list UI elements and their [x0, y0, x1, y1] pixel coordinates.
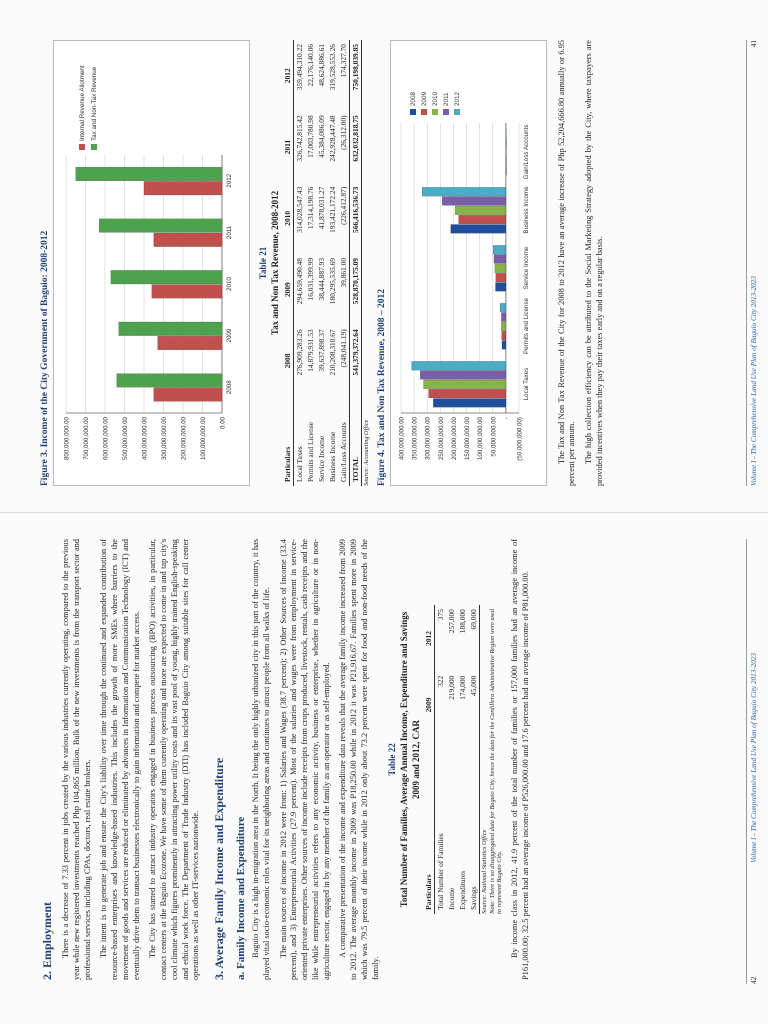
y-tick-label: 700,000,000.00 [83, 417, 90, 461]
page-number: 42 [750, 976, 758, 984]
page-41-footer [746, 40, 758, 486]
bar [76, 167, 222, 181]
bar [501, 331, 505, 340]
page-42 [0, 512, 768, 1024]
bar [458, 215, 505, 224]
page-42-footer [746, 539, 758, 984]
y-tick-label: 400,000,000.00 [398, 417, 406, 461]
page-number: 41 [750, 40, 758, 48]
table-row [294, 40, 306, 486]
table-cell: 566,416,536.73 [350, 183, 362, 254]
table-row [457, 605, 468, 914]
table-cell: 48,624,886.61 [317, 44, 326, 87]
table-cell: 38,444,887.93 [317, 257, 326, 301]
x-tick-label: 2008 [226, 380, 233, 395]
table-cell: 276,909,283.26 [295, 329, 304, 376]
tax-paragraph-1: The Tax and Non Tax Revenue of the City for 2008 to 2012 have an average increase of Php 52,204,666.80 annually or 6.95 percent per annum. [556, 40, 577, 486]
table-cell: 188,000 [458, 609, 468, 634]
table-cell: 257,000 [447, 609, 457, 634]
employment-paragraph-2: The intent is to generate job and ensure the City's liability over time through the continued and expanded contribution of resource-based enterprises and knowledge-based industries. This includes the growth of more SMEs where barriers to the movement of goods and services are reduced or eliminated by advances in Information and Communication Technology (ICT) and eventually drive them to transact businesses electronically to gain information and compete for market access. [99, 539, 141, 980]
table-cell: 219,000 [447, 675, 457, 700]
bar [152, 285, 222, 299]
y-tick-label: 100,000,000.00 [200, 417, 207, 461]
bar [505, 157, 506, 166]
table-cell: 174,327.70 [339, 44, 348, 78]
y-tick-label: 350,000,000.00 [411, 417, 419, 461]
table-total-row [350, 40, 362, 486]
bar [158, 336, 222, 350]
bar [495, 283, 505, 292]
table-cell: Savings [469, 886, 479, 910]
table-cell: 193,421,172.24 [328, 186, 337, 233]
y-tick-label: 600,000,000.00 [102, 417, 110, 461]
bar [505, 167, 506, 176]
table-cell: 41,878,031.27 [317, 186, 326, 230]
legend-label: 2010 [431, 91, 439, 106]
table-cell: 39,637,898.37 [317, 329, 326, 372]
y-tick-label: 400,000,000.00 [141, 417, 149, 461]
x-tick-label: Local Taxes [522, 367, 530, 401]
families-income-table [423, 605, 480, 914]
bar [411, 361, 505, 370]
table-cell: (226,412.87) [339, 186, 348, 225]
table-cell: 45,000 [469, 675, 479, 697]
employment-paragraph-3: The City has started to attract industry operators engaged in business process outsourcing (BPO) activities, in particular, contact centers at the Baguio Ecozone. We have some of them currently operating and more are expected to come in and tap city's cool climate which figures prominently in attracting power utility costs and its vast pool of young, highly trained English-speaking and ethical work force. The Department of Trade Industry (DTI) has included Baguio City among suitable sites for call center operations as well as other IT-services nationwide. [148, 539, 201, 980]
bar [450, 225, 505, 234]
legend-label: 2008 [409, 91, 417, 106]
table21-title: Tax and Non Tax Revenue, 2008-2012 [270, 190, 280, 336]
table-cell: 14,879,931.53 [306, 329, 315, 372]
table21-header: 2009 [282, 254, 294, 325]
y-tick-label: 0.00 [219, 417, 227, 430]
table-cell: (248,041.19) [339, 329, 348, 368]
table22-title: Total Number of Families, Average Annual Income, Expenditure and Savings [399, 611, 410, 908]
table-row [468, 605, 480, 914]
y-tick-label: 50,000,000.00 [489, 417, 497, 457]
table-cell: Permits and License [306, 422, 315, 482]
y-tick-label: 300,000,000.00 [424, 417, 432, 461]
bar [502, 341, 506, 350]
table-row [435, 605, 447, 914]
income-paragraph-4: By income class in 2012, 41.9 percent of the total number of families or 157,000 families had an average income of P161,000.00; 32.5 percent had an average income of P526,000.00 and 17.6 percent had an average income of P81,000.00. [509, 539, 530, 980]
table21-header: 2008 [282, 325, 294, 396]
x-tick-label: 2012 [226, 173, 233, 188]
table21-number: Table 21 [258, 246, 268, 280]
table-row [316, 40, 327, 486]
table-cell: 750,198,039.85 [350, 40, 362, 111]
y-tick-label: 100,000,000.00 [476, 417, 484, 461]
tax-revenue-table [282, 40, 362, 486]
footer-label: Volume I - The Comprehensive Land Use Plan of Baguio City 2013-2023 [750, 276, 758, 486]
y-tick-label: 200,000,000.00 [450, 417, 458, 461]
table-cell: (26,312.00) [339, 115, 348, 150]
income-chart-svg [54, 41, 244, 485]
table-cell: 45,384,086.09 [317, 115, 326, 158]
table-cell: 359,494,310.22 [295, 44, 304, 91]
bar [442, 197, 506, 206]
legend-label: 2009 [420, 91, 428, 106]
table-cell: 326,742,815.42 [295, 115, 304, 162]
legend-label: 2011 [442, 92, 450, 106]
table21-source: Source: Accounting Office [363, 419, 370, 486]
legend-swatch [410, 109, 416, 115]
employment-heading: 2. Employment [40, 902, 54, 980]
income-paragraph-1: Baguio City is a high in-migration area in the North. It being the only highly urbanized city in this part of the country, it has played vital socio-economic roles vital for its neighboring areas and continues to attract people from all walks of life. [251, 539, 271, 980]
table-cell: Local Taxes [295, 446, 304, 482]
bar [493, 245, 506, 254]
tax-paragraph-2: The high collection efficiency can be attributed to the Social Marketing Strategy adopted by the City, where taxpayers are provided incentives when they pay their taxes early and on a regular basis. [584, 40, 604, 486]
table22-number: Table 22 [387, 743, 398, 776]
table-cell: Expenditures [458, 870, 468, 910]
legend-label: 2012 [453, 91, 461, 106]
bar [154, 388, 222, 402]
table-cell: 180,295,535.69 [328, 257, 337, 305]
bar [494, 264, 505, 273]
table-cell: Gain/Loss Accounts [339, 422, 348, 482]
table-cell: 174,000 [458, 675, 468, 700]
legend-swatch [432, 109, 438, 115]
figure3-chart [53, 40, 250, 486]
x-tick-label: 2011 [226, 225, 233, 240]
legend-label: Tax and Non-Tax Revenue [91, 66, 98, 141]
bar [501, 313, 505, 322]
family-income-subheading: a. Family Income and Expenditure [235, 816, 247, 980]
y-tick-label: (50,000,000.00) [516, 417, 524, 461]
table-cell: 17,314,198.76 [306, 186, 315, 230]
bar [423, 380, 505, 389]
table-row [305, 40, 316, 486]
legend-swatch [443, 109, 449, 115]
table-cell: 69,000 [469, 609, 479, 630]
figure3-caption: Figure 3. Income of the City Government of Baguio: 2008-2012 [40, 230, 50, 486]
bar [505, 148, 506, 157]
bar [154, 233, 222, 247]
bar [505, 139, 506, 148]
bar [495, 273, 505, 282]
bar [501, 322, 506, 331]
table-cell: Total Number of Families [436, 833, 446, 910]
table22-header: Particulars [423, 738, 435, 914]
table-cell: 242,928,447.48 [328, 115, 337, 162]
legend-swatch [421, 109, 427, 115]
table-cell: 319,528,553.26 [328, 44, 337, 91]
bar [420, 371, 506, 380]
table21-header: Particulars [282, 397, 294, 486]
table-cell: 314,028,547.43 [295, 186, 304, 233]
table-cell: 294,659,490.48 [295, 257, 304, 305]
table-cell: 16,031,399.99 [306, 257, 315, 301]
bar [505, 129, 506, 138]
table-cell: TOTAL [350, 397, 362, 486]
bar [428, 389, 505, 398]
table-cell: 375 [436, 609, 446, 621]
table-cell: 22,176,140.06 [306, 44, 315, 87]
table-cell: 17,003,780.98 [306, 115, 315, 158]
table-cell: 541,379,372.64 [350, 325, 362, 396]
bar [117, 374, 222, 388]
y-tick-label: 300,000,000.00 [161, 417, 168, 461]
figure4-caption: Figure 4. Tax and Non Tax Revenue, 2008 – 2012 [376, 289, 387, 486]
table22-header: 2009 [423, 672, 435, 739]
table-row [327, 40, 338, 486]
bar [119, 322, 222, 336]
table22-subtitle: 2009 and 2012, CAR [411, 720, 422, 800]
table22-header: 2012 [423, 605, 435, 672]
y-tick-label: 250,000,000.00 [437, 417, 445, 461]
tax-revenue-chart-svg [391, 41, 541, 485]
figure4-chart [390, 40, 547, 486]
bar [99, 219, 222, 233]
x-tick-label: 2009 [226, 328, 233, 343]
table22-note: Note: There is no disaggregated data for Baguio City, hence the data for the Cordillera Administrative Region were used to represent Baguio City. [488, 609, 504, 914]
bar [111, 270, 222, 284]
legend-swatch [91, 144, 97, 150]
y-tick-label: 150,000,000.00 [463, 417, 471, 461]
table21-header: 2010 [282, 183, 294, 254]
table-cell: Service Income [317, 435, 326, 482]
table-row [338, 40, 350, 486]
table-row [446, 605, 457, 914]
bar [500, 303, 506, 312]
table22-source: Source: National Statistics Office [481, 829, 489, 914]
table-cell: Income [447, 887, 457, 910]
y-tick-label: - [502, 417, 510, 420]
bar [433, 399, 506, 408]
table-cell: 322 [436, 675, 446, 687]
employment-paragraph-1: There is a decrease of 7.33 percent in jobs created by the various industries currently operating, compared to the previous year while new registered investments reached Php 104,865 million. Bulk of the new investments is from the transport sector and professional services including CPAs, doctors, real estate brokers. [61, 539, 92, 980]
table-cell: Business Income [328, 431, 337, 482]
bar [422, 187, 506, 196]
legend-swatch [454, 109, 460, 115]
bar [494, 255, 506, 264]
family-income-heading: 3. Average Family Income and Expenditure [212, 757, 226, 980]
x-tick-label: Gain/Loss Accounts [522, 124, 530, 180]
table-cell: 210,208,310.67 [328, 329, 337, 376]
x-tick-label: Business Income [522, 186, 530, 234]
x-tick-label: Permits and License [522, 297, 530, 355]
x-tick-label: Service Income [522, 246, 530, 290]
legend-swatch [79, 144, 85, 150]
bar [144, 181, 222, 195]
legend-label: Internal Revenue Allotment [79, 65, 86, 141]
table-cell: 528,870,175.09 [350, 254, 362, 325]
table-cell: 632,032,818.75 [350, 111, 362, 182]
y-tick-label: 200,000,000.00 [180, 417, 188, 461]
y-tick-label: 800,000,000.00 [63, 417, 71, 461]
footer-label: Volume I - The Comprehensive Land Use Plan of Baguio City 2013-2023 [750, 652, 758, 863]
income-paragraph-2: The main sources of income in 2012 were from: 1) Salaries and Wages (38.7 percent); 2) Other Sources of Income (33.4 percent), and 3) Entrepreneurial Activities (27.9 percent). Most of the salaries and wages were from employment in service-oriented private enterprises. Other sources of income include receipts from crops produced, livestock, rentals, cash receipts and the like while entrepreneurial activities refers to any economic activity, business or enterprise, whether in agriculture or in non-agriculture sector, engaged in by any member of the family as an operator or as self-employed. [278, 539, 331, 980]
table-cell: 39,861.00 [339, 257, 348, 288]
bar [455, 206, 506, 215]
y-tick-label: 500,000,000.00 [122, 417, 129, 461]
x-tick-label: 2010 [226, 277, 233, 291]
table21-header: 2012 [282, 40, 294, 111]
table21-header: 2011 [282, 111, 294, 182]
income-paragraph-3: A comparative presentation of the income and expenditure data reveals that the average family income increased from 2009 to 2012. The average monthly income in 2009 was P18,250.00 while in 2012 it was P21,916.67. Families spent more in 2009 which was 79.5 percent of their income while in 2012 only about 73.2 percent were spent for food and non-food needs of the family. [338, 539, 380, 980]
